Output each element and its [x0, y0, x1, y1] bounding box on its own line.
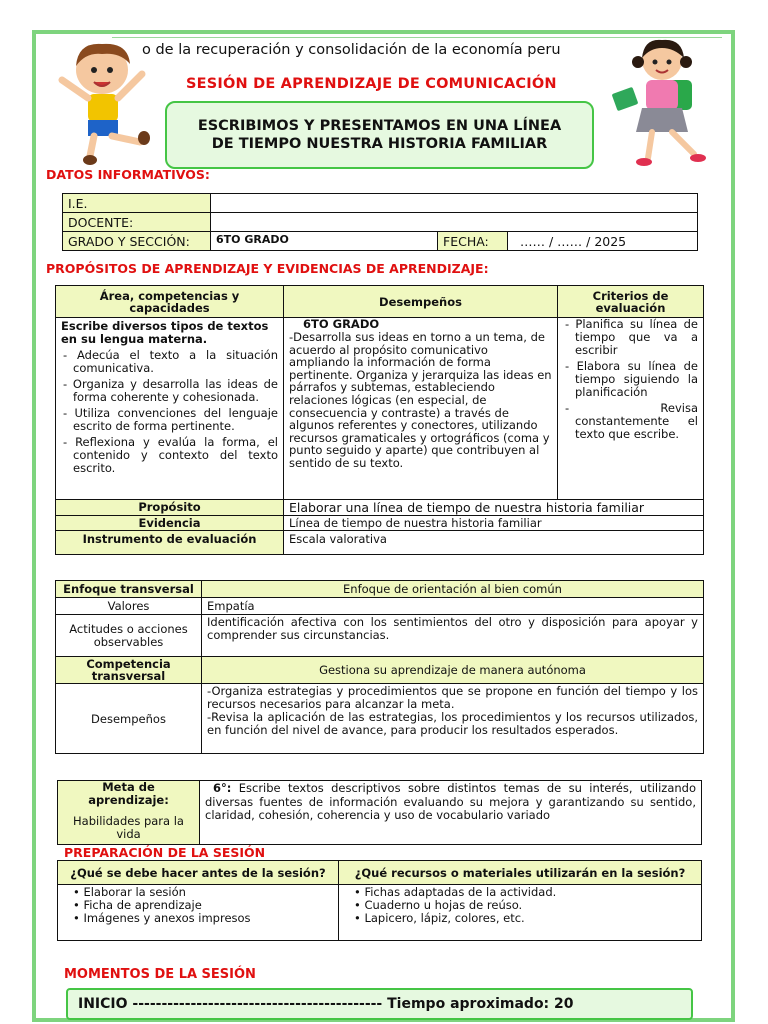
grado-value: 6TO GRADO	[211, 232, 438, 251]
prep-recursos-item: • Lapicero, lápiz, colores, etc.	[344, 912, 696, 925]
main-title-box	[165, 101, 594, 169]
docente-label: DOCENTE:	[63, 213, 211, 232]
grado-label: GRADO Y SECCIÓN:	[63, 232, 211, 251]
capacidad-item: - Reflexiona y evalúa la forma, el contenido y contexto del texto escrito.	[63, 435, 278, 475]
fecha-label: FECHA:	[438, 232, 508, 251]
preparacion-table	[57, 860, 702, 941]
capacidad-item: - Adecúa el texto a la situación comunicativa.	[63, 348, 278, 375]
propositos-label: PROPÓSITOS DE APRENDIZAJE Y EVIDENCIAS DE APRENDIZAJE:	[46, 261, 489, 276]
docente-value	[211, 213, 698, 232]
prep-antes-item: • Elaborar la sesión	[63, 886, 333, 899]
prep-antes-cell	[58, 885, 339, 941]
ie-label: I.E.	[63, 194, 211, 213]
col-area: Área, competencias y capacidades	[56, 286, 284, 318]
capacidades-list	[61, 349, 278, 475]
competencia-text: Escribe diversos tipos de textos en su lengua materna.	[61, 319, 269, 346]
proposito-label: Propósito	[56, 500, 284, 516]
criterio-item: - Elabora su línea de tiempo siguiendo la planificación	[565, 359, 698, 399]
momentos-label: MOMENTOS DE LA SESIÓN	[64, 967, 256, 982]
prep-recursos-list	[344, 886, 696, 925]
meta-table	[57, 780, 702, 845]
actitudes-value: Identificación afectiva con los sentimientos del otro y disposición para apoyar y comprender sus circunstancias.	[202, 615, 704, 657]
capacidad-item: - Organiza y desarrolla las ideas de forma coherente y cohesionada.	[63, 377, 278, 404]
competencia-transversal-value: Gestiona su aprendizaje de manera autónoma	[202, 657, 704, 684]
competencia-transversal-label: Competencia transversal	[56, 657, 202, 684]
evidencia-value: Línea de tiempo de nuestra historia familiar	[284, 516, 704, 531]
desempenos-transversal-cell	[202, 684, 704, 754]
datos-table	[62, 193, 698, 251]
prep-antes-list	[63, 886, 333, 925]
proposito-value: Elaborar una línea de tiempo de nuestra historia familiar	[284, 500, 704, 516]
actitudes-label: Actitudes o acciones observables	[56, 615, 202, 657]
meta-cell	[58, 781, 200, 845]
header-slogan: o de la recuperación y consolidación de la economía peru	[142, 42, 561, 58]
session-title: SESIÓN DE APRENDIZAJE DE COMUNICACIÓN	[186, 76, 557, 92]
valores-value: Empatía	[202, 598, 704, 615]
criterios-cell	[558, 318, 704, 500]
boy-cartoon-icon	[50, 38, 155, 170]
desempeno-grado: 6TO GRADO	[303, 317, 380, 331]
criterio-item: - Planifica su línea de tiempo que va a escribir	[565, 317, 698, 357]
enfoque-label: Enfoque transversal	[56, 581, 202, 598]
prep-col-recursos: ¿Qué recursos o materiales utilizarán en la sesión?	[339, 861, 702, 885]
col-criterios: Criterios de evaluación	[558, 286, 704, 318]
meta-grade: 6°:	[213, 781, 232, 795]
fecha-value: …… / …… / 2025	[508, 232, 698, 251]
meta-text-cell	[200, 781, 702, 845]
instrumento-value: Escala valorativa	[284, 531, 704, 555]
desempeno-text: -Desarrolla sus ideas en torno a un tema, de acuerdo al propósito comunicativo ampliando la información de forma pertinente. Organiza y jerarquiza las ideas en párrafos y subtemas, estableciendo relaciones lógicas (en especial, de consecuencia y contraste) a través de algunos referentes y conectores, utilizando recursos gramaticales y ortográficos (coma y punto seguido y aparte) que contribuyen al sentido de su texto.	[289, 330, 552, 470]
prep-recursos-item: • Fichas adaptadas de la actividad.	[344, 886, 696, 899]
prep-recursos-cell	[339, 885, 702, 941]
enfoque-table	[55, 580, 704, 754]
valores-label: Valores	[56, 598, 202, 615]
main-title-line1: ESCRIBIMOS Y PRESENTAMOS EN UNA LÍNEA	[197, 118, 562, 134]
evidencia-label: Evidencia	[56, 516, 284, 531]
instrumento-label: Instrumento de evaluación	[56, 531, 284, 555]
meta-text: Escribe textos descriptivos sobre distintos temas de su interés, utilizando diversas fuentes de información evaluando su mejora y garantizando su sentido, claridad, cohesión, coherencia y uso de vocabulario variado	[205, 781, 696, 822]
propositos-table	[55, 285, 704, 555]
main-title-line2: DE TIEMPO NUESTRA HISTORIA FAMILIAR	[211, 136, 548, 152]
prep-antes-item: • Ficha de aprendizaje	[63, 899, 333, 912]
ie-value	[211, 194, 698, 213]
datos-label: DATOS INFORMATIVOS:	[46, 167, 210, 182]
girl-cartoon-icon	[608, 36, 718, 172]
desempeno-transversal-2: -Revisa la aplicación de las estrategias, los procedimientos y los recursos utilizados, en función del nivel de avance, para producir los resultados esperados.	[207, 710, 698, 737]
criterios-list	[563, 318, 698, 441]
desempeno-transversal-1: -Organiza estrategias y procedimientos que se propone en función del tiempo y los recursos necesarios para alcanzar la meta.	[207, 684, 698, 711]
enfoque-value: Enfoque de orientación al bien común	[202, 581, 704, 598]
prep-col-antes: ¿Qué se debe hacer antes de la sesión?	[58, 861, 339, 885]
inicio-box: INICIO ------------------------------------------- Tiempo aproximado: 20	[66, 988, 693, 1020]
meta-sublabel: Habilidades para la vida	[73, 814, 184, 841]
competencias-cell	[56, 318, 284, 500]
prep-recursos-item: • Cuaderno u hojas de reúso.	[344, 899, 696, 912]
col-desempenos: Desempeños	[284, 286, 558, 318]
criterio-item: - Revisa constantemente el texto que escribe.	[565, 401, 698, 441]
meta-label: Meta de aprendizaje:	[88, 780, 169, 807]
desempeno-cell	[284, 318, 558, 500]
preparacion-label: PREPARACIÓN DE LA SESIÓN	[64, 845, 266, 860]
capacidad-item: - Utiliza convenciones del lenguaje escrito de forma pertinente.	[63, 406, 278, 433]
prep-antes-item: • Imágenes y anexos impresos	[63, 912, 333, 925]
desempenos-transversal-label: Desempeños	[56, 684, 202, 754]
